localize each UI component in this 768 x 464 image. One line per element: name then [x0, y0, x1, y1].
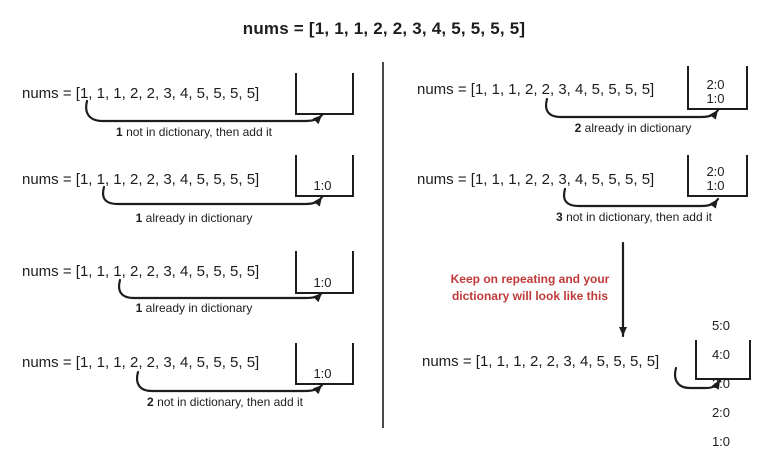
dict-entry: 2:0 [706, 164, 725, 179]
dictionary-entries-final [695, 304, 747, 464]
caption-number: 1 [116, 125, 123, 139]
dict-entry: 2:0 [706, 77, 725, 92]
nums-expression: nums = [1, 1, 1, 2, 2, 3, 4, 5, 5, 5, 5] [22, 354, 260, 371]
repeat-note-line2: dictionary will look like this [451, 289, 609, 303]
repeat-note-line1: Keep on repeating and your [450, 272, 610, 286]
caption-number: 2 [574, 121, 582, 135]
step-caption [136, 211, 253, 225]
nums-expression: nums = [1, 1, 1, 2, 2, 3, 4, 5, 5, 5, 5] [22, 85, 260, 102]
dictionary-entries [687, 78, 744, 106]
dict-entry: 1:0 [313, 178, 332, 193]
dictionary-entries [295, 276, 350, 290]
caption-text: already in dictionary [142, 301, 253, 315]
repeat-note [435, 271, 625, 305]
caption-number: 2 [147, 395, 154, 409]
dict-entry: 1:0 [706, 178, 725, 193]
step-caption [556, 210, 712, 224]
dict-entry: 1:0 [711, 433, 731, 449]
dict-entry: 2:0 [711, 404, 731, 420]
nums-expression: nums = [1, 1, 1, 2, 2, 3, 4, 5, 5, 5, 5] [22, 263, 260, 280]
caption-text: already in dictionary [142, 211, 253, 225]
dictionary-entries [687, 165, 744, 193]
step-caption [116, 125, 272, 139]
nums-expression: nums = [1, 1, 1, 2, 2, 3, 4, 5, 5, 5, 5] [417, 171, 655, 188]
nums-expression: nums = [1, 1, 1, 2, 2, 3, 4, 5, 5, 5, 5] [22, 171, 260, 188]
diagram-title: nums = [1, 1, 1, 2, 2, 3, 4, 5, 5, 5, 5] [242, 19, 526, 38]
arrow-step-3 [119, 280, 322, 298]
caption-text: not in dictionary, then add it [122, 125, 272, 139]
dict-entry: 1:0 [313, 366, 332, 381]
dict-entry: 1:0 [313, 275, 332, 290]
caption-text: not in dictionary, then add it [562, 210, 712, 224]
nums-expression: nums = [1, 1, 1, 2, 2, 3, 4, 5, 5, 5, 5] [422, 353, 660, 370]
nums-expression: nums = [1, 1, 1, 2, 2, 3, 4, 5, 5, 5, 5] [417, 81, 655, 98]
arrow-step-1 [86, 101, 322, 121]
caption-number: 1 [135, 211, 143, 225]
step-caption [136, 301, 253, 315]
arrow-step-2 [103, 187, 322, 204]
dict-entry: 5:0 [711, 317, 731, 333]
caption-text: already in dictionary [581, 121, 692, 135]
step-caption [147, 395, 303, 409]
dictionary-entries [295, 367, 350, 381]
dictionary-bucket [295, 73, 354, 115]
dict-entry: 4:0 [711, 346, 731, 362]
caption-number: 3 [556, 210, 563, 224]
dict-entry: 3:0 [711, 375, 731, 391]
dict-entry: 1:0 [706, 91, 725, 106]
dictionary-entries [295, 179, 350, 193]
step-caption [575, 121, 692, 135]
caption-number: 1 [135, 301, 143, 315]
caption-text: not in dictionary, then add it [153, 395, 303, 409]
